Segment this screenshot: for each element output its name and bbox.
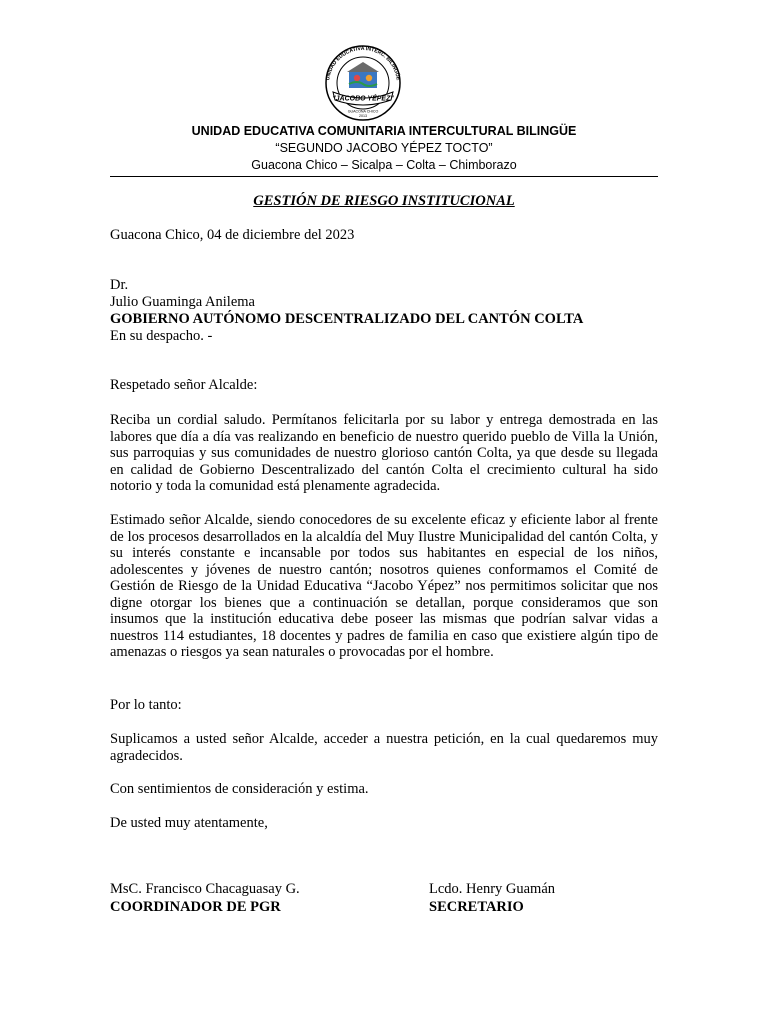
- logo-bottom-text: GUACONA CHICO: [347, 109, 379, 114]
- signature-name-secretary: Lcdo. Henry Guamán: [429, 881, 556, 897]
- header-divider: [110, 176, 658, 177]
- transition-line: Por lo tanto:: [110, 697, 182, 713]
- logo-figure-icon: [354, 75, 360, 81]
- paragraph-plea: Suplicamos a usted señor Alcalde, acceder a nuestra petición, en la cual quedaremos muy agradecidos.: [110, 731, 658, 764]
- logo-banner-text: "JACOBO YÉPEZ": [332, 95, 394, 103]
- signature-role-secretary: SECRETARIO: [429, 899, 524, 915]
- paragraph-request: Estimado señor Alcalde, siendo conocedores de su excelente eficaz y eficiente labor al frente de los procesos desarrollados en la alcaldía del Muy Ilustre Municipalidad del cantón Colta, y su interés constante e incansable por todos sus habitantes en especial de los niños, adolescentes y jóvenes de nuestro cantón; nosotros quienes conformamos el Comité de Gestión de Riesgo de la Unidad Educativa “Jacobo Yépez” nos permitimos solicitar que nos digne otorgar los bienes que a continuación se detallan, porque consideramos que son insumos que la institución educativa debe poseer las mismas que podrían salvar vidas a nuestros 114 estudiantes, 18 docentes y padres de familia en caso que existiere algún tipo de amenazas o riesgos ya sean naturales o provocadas por el hombre.: [110, 512, 658, 660]
- date-line: Guacona Chico, 04 de diciembre del 2023: [110, 227, 355, 243]
- farewell-line: De usted muy atentamente,: [110, 815, 268, 831]
- recipient-institution: GOBIERNO AUTÓNOMO DESCENTRALIZADO DEL CANTÓN COLTA: [110, 311, 584, 327]
- logo-figure-icon: [366, 75, 372, 81]
- signature-name-coordinator: MsC. Francisco Chacaguasay G.: [110, 881, 300, 897]
- signature-role-coordinator: COORDINADOR DE PGR: [110, 899, 281, 915]
- closing-line: Con sentimientos de consideración y estima.: [110, 781, 369, 797]
- salutation: Respetado señor Alcalde:: [110, 377, 258, 393]
- recipient-honorific: Dr.: [110, 277, 129, 293]
- school-motto: “SEGUNDO JACOBO YÉPEZ TOCTO”: [275, 141, 493, 155]
- logo-year-text: 2013: [359, 114, 367, 118]
- school-logo: [317, 44, 409, 122]
- document-title: GESTIÓN DE RIESGO INSTITUCIONAL: [253, 193, 515, 209]
- recipient-name: Julio Guaminga Anilema: [110, 294, 255, 310]
- recipient-closing: En su despacho. -: [110, 328, 213, 344]
- school-location: Guacona Chico – Sicalpa – Colta – Chimborazo: [251, 158, 517, 172]
- paragraph-greeting: Reciba un cordial saludo. Permítanos felicitarla por su labor y entrega demostrada en las labores que día a día vas realizando en beneficio de nuestro querido pueblo de Villa la Unión, sus parroquias y sus comunidades de nuestro glorioso cantón Colta, ya que desde su llegada en calidad de Gobierno Descentralizado del cantón Colta el crecimiento cultural ha sido notorio y toda la comunidad está plenamente agradecida.: [110, 412, 658, 494]
- school-name: UNIDAD EDUCATIVA COMUNITARIA INTERCULTURAL BILINGÜE: [191, 124, 577, 138]
- logo-arc-text: UNIDAD EDUCATIVA INTERC. BILINGÜE: [325, 45, 401, 81]
